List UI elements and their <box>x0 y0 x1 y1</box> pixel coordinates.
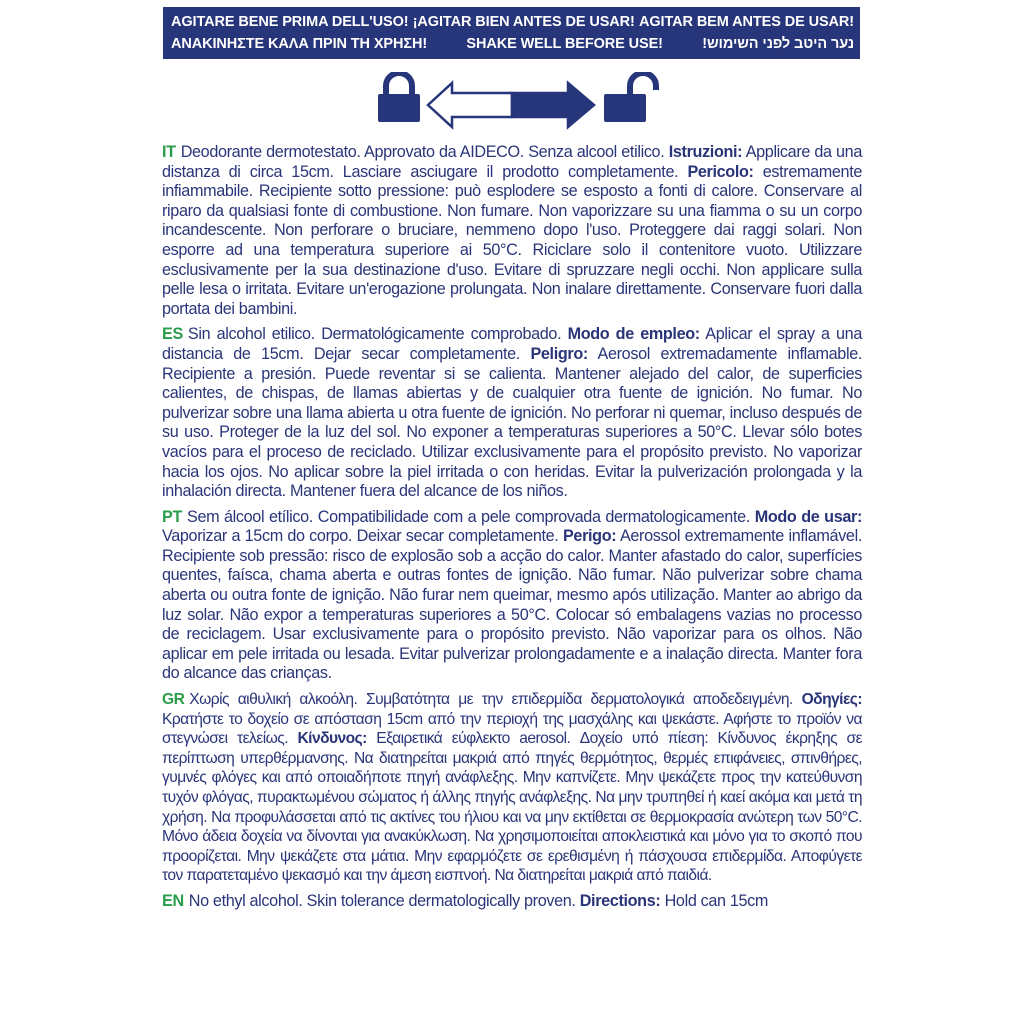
gr-danger-label: Κίνδυνος: <box>297 730 367 748</box>
it-directions-label: Istruzioni: <box>668 143 743 161</box>
es-danger-label: Peligro: <box>530 344 588 363</box>
pt-text-2: Vaporizar a 15cm do corpo. Deixar secar completamente. <box>162 527 559 546</box>
es-directions-label: Modo de empleo: <box>567 325 700 344</box>
padlock-closed-icon <box>378 73 420 122</box>
lang-code-pt: PT <box>162 507 182 526</box>
banner-row-1 <box>171 11 854 33</box>
gr-text-3: Εξαιρετικά εύφλεκτο aerosol. Δοχείο υπό πίεση: Κίνδυνος έκρηξης σε περίπτωση υπερθέρμανσης. Να διατηρείται μακριά από πηγές θερμότητος, θερμές επιφάνειες, σπινθήρες, γυμνές φλόγες και από οποιαδήποτε πηγή ανάφλεξης. Μην καπνίζετε. Μην ψεκάζετε προς την κατεύθυνση τυχόν φλόγας, πυρακτωμένου σώματος ή άλλης πηγής ανάφλεξης. Να μην τρυπηθεί ή καεί ακόμα και μετά τη χρήση. Να προφυλάσσεται από τις ακτίνες του ήλιου και να μην εκτίθεται σε θερμοκρασία ανώτερη των 50°C. Μόνο άδεια δοχεία να δίνονται για ανακύκλωση. Να χρησιμοποιείται αποκλειστικά και μόνο για το σκοπό που προορίζεται. Μην ψεκάζετε στα μάτια. Μην εφαρμόζετε σε ερεθισμένη ή πάσχουσα επιδερμίδα. Αποφύγετε τον παρατεταμένο ψεκασμό και την άμεση εισπνοή. Να διατηρείται μακριά από παιδιά. <box>162 730 862 885</box>
instructions-text <box>162 143 862 918</box>
banner-text-es: ¡AGITAR BIEN ANTES DE USAR! <box>412 14 635 30</box>
banner-row-2 <box>171 33 854 55</box>
en-text-2: Hold can 15cm <box>664 891 768 910</box>
warning-banner <box>163 7 860 59</box>
section-es <box>162 325 862 501</box>
lang-code-it: IT <box>162 143 176 161</box>
section-pt <box>162 508 862 684</box>
section-en <box>162 892 862 912</box>
pt-text-1: Sem álcool etílico. Compatibilidade com a pele comprovada dermatologicamente. <box>187 507 750 526</box>
pt-text-3: Aerossol extremamente inflamável. Recipiente sob pressão: risco de explosão sob a acção do calor. Manter afastado do calor, superfícies quentes, faísca, chama aberta e outras fontes de ignição. Não fumar. Não pulverizar sobre chama aberta ou outra fonte de ignição. Não furar nem queimar, mesmo após utilização. Manter ao abrigo da luz solar. Não expor a temperaturas superiores a 50°C. Colocar só embalagens vazias no processo de reciclagem. Usar exclusivamente para o propósito previsto. Não vaporizar para os olhos. Não aplicar em pele irritada ou lesada. Evitar pulverizar prolongadamente e a inalação directa. Manter fora do alcance das crianças. <box>162 527 862 683</box>
lang-code-es: ES <box>162 325 183 344</box>
gr-text-2: Κρατήστε το δοχείο σε απόσταση 15cm από την περιοχή της μασχάλης και ψεκάστε. Αφήστε το προϊόν να στεγνώσει τελείως. <box>162 710 862 748</box>
banner-text-gr: ΑΝΑΚΙΝΗΣΤΕ ΚΑΛΑ ΠΡΙΝ ΤΗ ΧΡΗΣΗ! <box>171 36 428 52</box>
banner-text-en: SHAKE WELL BEFORE USE! <box>466 36 663 52</box>
lang-code-gr: GR <box>162 691 185 709</box>
it-danger-label: Pericolo: <box>687 162 754 181</box>
pt-danger-label: Perigo: <box>562 527 617 546</box>
lang-code-en: EN <box>162 891 184 910</box>
pt-directions-label: Modo de usar: <box>754 507 863 526</box>
banner-text-pt: AGITAR BEM ANTES DE USAR! <box>638 14 854 30</box>
banner-text-it: AGITARE BENE PRIMA DELL'USO! <box>171 14 409 30</box>
es-text-3: Aerosol extremadamente inflamable. Recipiente a presión. Puede reventar si se calienta. Mantener alejado del calor, de superficies calientes, de chispas, de llamas abiertas y de cualquier otra fuente de ignición. No fumar. No pulverizar sobre una llama abierta u otra fuente de ignición. No perforar ni quemar, incluso después de su uso. Proteger de la luz del sol. No exponer a temperaturas superiores a 50°C. Llevar sólo botes vacíos para el proceso de reciclado. Utilizar exclusivamente para el propósito previsto. No vaporizar hacia los ojos. No aplicar sobre la piel irritada o con heridas. Evitar la pulverización prolongada y la inhalación directa. Mantener fuera del alcance de los niños. <box>162 344 862 501</box>
banner-text-he: נער היטב לפני השימוש! <box>702 36 854 52</box>
es-text-2: Aplicar el spray a una distancia de 15cm. Dejar secar completamente. <box>162 325 862 363</box>
gr-directions-label: Οδηγίες: <box>801 691 862 709</box>
it-text-2: Applicare da una distanza di circa 15cm. Lasciare asciugare il prodotto completamente. <box>162 143 862 181</box>
it-text-3: estremamente infiammabile. Recipiente sotto pressione: può esplodere se esposto a fonti di calore. Conservare al riparo da qualsiasi fonte di combustione. Non fumare. Non vaporizzare su una fiamma o su un corpo incandescente. Non perforare o bruciare, nemmeno dopo l'uso. Proteggere dai raggi solari. Non esporre ad una temperatura superiore ai 50°C. Riciclare solo il contenitore vuoto. Utilizzare esclusivamente per la sua destinazione d'uso. Evitare di spruzzare negli occhi. Non applicare sulla pelle lesa o irritata. Evitare un'erogazione prolungata. Non inalare direttamente. Conservare fuori dalla portata dei bambini. <box>162 162 862 318</box>
padlock-open-icon <box>604 73 656 122</box>
it-text-1: Deodorante dermotestato. Approvato da AIDECO. Senza alcool etilico. <box>180 143 665 161</box>
section-it <box>162 143 862 319</box>
gr-text-1: Χωρίς αιθυλική αλκοόλη. Συμβατότητα με την επιδερμίδα δερματολογικά αποδεδειγμένη. <box>189 691 793 709</box>
section-gr <box>162 690 862 886</box>
double-arrow-right-icon <box>428 83 594 127</box>
en-directions-label: Directions: <box>579 891 661 910</box>
lock-unlock-diagram <box>372 72 672 136</box>
en-text-1: No ethyl alcohol. Skin tolerance dermatologically proven. <box>188 891 576 910</box>
es-text-1: Sin alcohol etilico. Dermatológicamente comprobado. <box>187 325 562 344</box>
